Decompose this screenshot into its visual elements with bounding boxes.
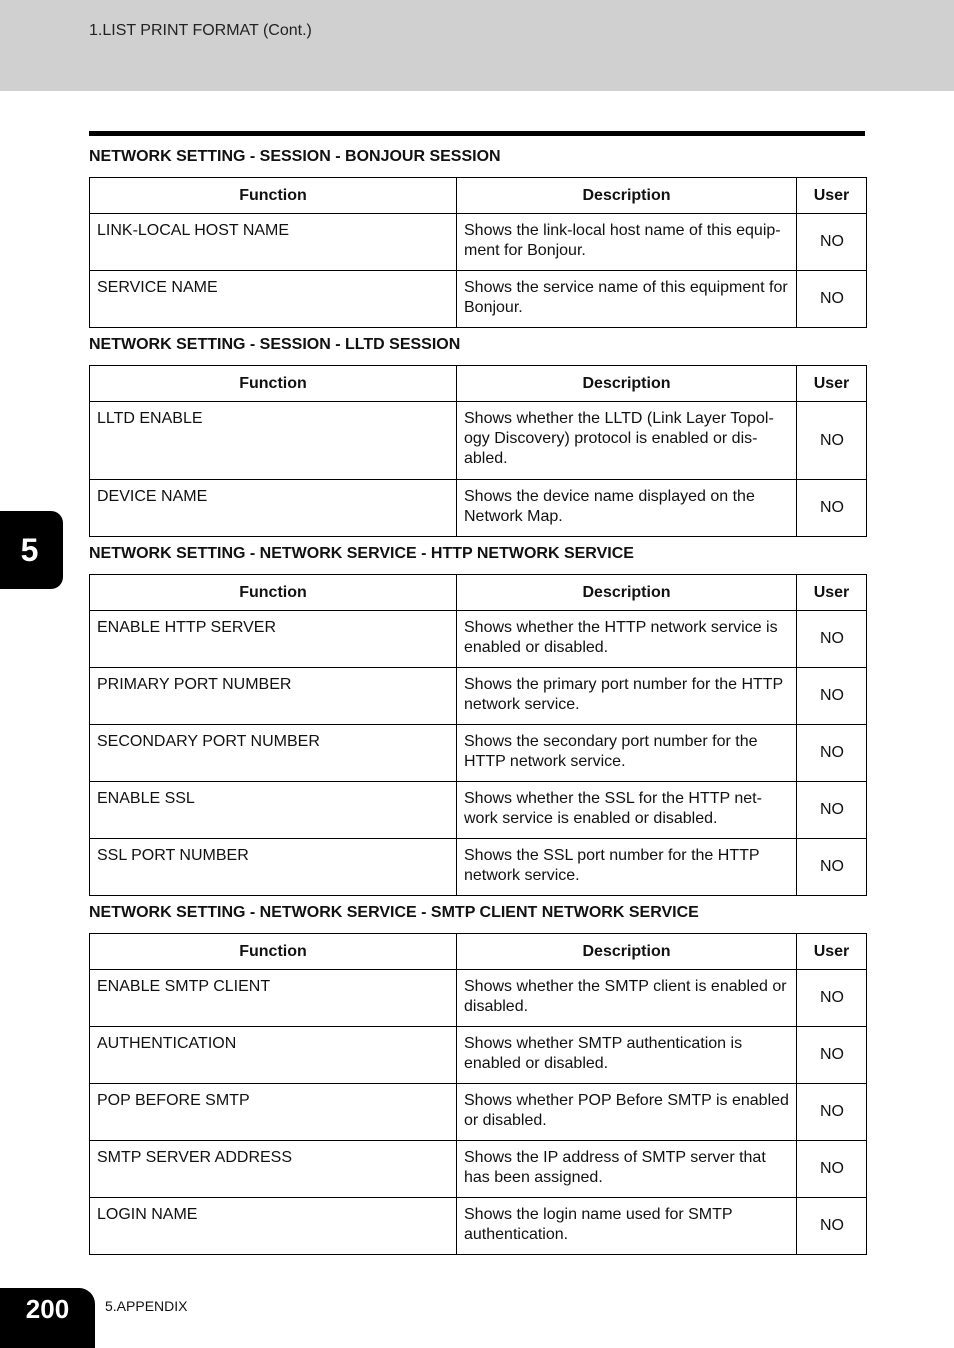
table-row: [90, 782, 867, 839]
user-cell: NO: [797, 1198, 867, 1255]
description-cell: Shows the device name displayed on the Network Map.: [457, 480, 797, 537]
column-header-function: Function: [90, 575, 457, 611]
function-cell: ENABLE SMTP CLIENT: [90, 970, 457, 1027]
table-row: [90, 480, 867, 537]
section-title: NETWORK SETTING - SESSION - BONJOUR SESSION: [89, 148, 501, 165]
user-cell: NO: [797, 214, 867, 271]
table-row: [90, 1198, 867, 1255]
description-cell: Shows the primary port number for the HTTP network service.: [457, 668, 797, 725]
user-cell: NO: [797, 611, 867, 668]
table-row: [90, 725, 867, 782]
table-header-row: [90, 178, 867, 214]
table-row: [90, 611, 867, 668]
column-header-description: Description: [457, 575, 797, 611]
function-cell: AUTHENTICATION: [90, 1027, 457, 1084]
column-header-description: Description: [457, 934, 797, 970]
table-row: [90, 271, 867, 328]
main-content: [89, 146, 866, 1261]
user-cell: NO: [797, 1084, 867, 1141]
column-header-user: User: [797, 934, 867, 970]
user-cell: NO: [797, 271, 867, 328]
settings-table: [89, 177, 867, 328]
user-cell: NO: [797, 970, 867, 1027]
settings-table: [89, 933, 867, 1255]
table-row: [90, 1027, 867, 1084]
table-row: [90, 1084, 867, 1141]
table-row: [90, 214, 867, 271]
function-cell: ENABLE SSL: [90, 782, 457, 839]
footer-section-label: 5.APPENDIX: [105, 1298, 188, 1314]
table-row: [90, 839, 867, 896]
section-title: NETWORK SETTING - NETWORK SERVICE - SMTP CLIENT NETWORK SERVICE: [89, 904, 699, 921]
section-rule: [89, 131, 865, 136]
column-header-function: Function: [90, 934, 457, 970]
description-cell: Shows the secondary port number for the HTTP network service.: [457, 725, 797, 782]
user-cell: NO: [797, 839, 867, 896]
function-cell: SMTP SERVER ADDRESS: [90, 1141, 457, 1198]
description-cell: Shows whether the LLTD (Link Layer Topol-ogy Discovery) protocol is enabled or dis-abled.: [457, 402, 797, 480]
function-cell: LOGIN NAME: [90, 1198, 457, 1255]
table-row: [90, 1141, 867, 1198]
description-cell: Shows whether POP Before SMTP is enabled or disabled.: [457, 1084, 797, 1141]
description-cell: Shows the IP address of SMTP server that has been assigned.: [457, 1141, 797, 1198]
page-number: 200: [0, 1288, 95, 1348]
user-cell: NO: [797, 402, 867, 480]
description-cell: Shows the service name of this equipment for Bonjour.: [457, 271, 797, 328]
table-header-row: [90, 934, 867, 970]
table-row: [90, 668, 867, 725]
description-cell: Shows the SSL port number for the HTTP network service.: [457, 839, 797, 896]
function-cell: PRIMARY PORT NUMBER: [90, 668, 457, 725]
header-band: [0, 0, 954, 91]
function-cell: SERVICE NAME: [90, 271, 457, 328]
function-cell: POP BEFORE SMTP: [90, 1084, 457, 1141]
description-cell: Shows whether SMTP authentication is enabled or disabled.: [457, 1027, 797, 1084]
table-row: [90, 402, 867, 480]
user-cell: NO: [797, 668, 867, 725]
table-row: [90, 970, 867, 1027]
function-cell: LLTD ENABLE: [90, 402, 457, 480]
column-header-user: User: [797, 575, 867, 611]
section-title: NETWORK SETTING - SESSION - LLTD SESSION: [89, 336, 461, 353]
function-cell: ENABLE HTTP SERVER: [90, 611, 457, 668]
description-cell: Shows whether the HTTP network service is enabled or disabled.: [457, 611, 797, 668]
column-header-description: Description: [457, 178, 797, 214]
description-cell: Shows the login name used for SMTP authentication.: [457, 1198, 797, 1255]
column-header-user: User: [797, 178, 867, 214]
function-cell: LINK-LOCAL HOST NAME: [90, 214, 457, 271]
function-cell: DEVICE NAME: [90, 480, 457, 537]
description-cell: Shows the link-local host name of this equip-ment for Bonjour.: [457, 214, 797, 271]
table-header-row: [90, 575, 867, 611]
description-cell: Shows whether the SSL for the HTTP net-work service is enabled or disabled.: [457, 782, 797, 839]
settings-table: [89, 365, 867, 537]
header-title: 1.LIST PRINT FORMAT (Cont.): [89, 22, 312, 39]
user-cell: NO: [797, 725, 867, 782]
settings-table: [89, 574, 867, 896]
function-cell: SECONDARY PORT NUMBER: [90, 725, 457, 782]
description-cell: Shows whether the SMTP client is enabled or disabled.: [457, 970, 797, 1027]
user-cell: NO: [797, 782, 867, 839]
table-header-row: [90, 366, 867, 402]
column-header-function: Function: [90, 178, 457, 214]
user-cell: NO: [797, 480, 867, 537]
chapter-tab: 5: [0, 511, 63, 589]
user-cell: NO: [797, 1027, 867, 1084]
section-title: NETWORK SETTING - NETWORK SERVICE - HTTP NETWORK SERVICE: [89, 545, 634, 562]
column-header-user: User: [797, 366, 867, 402]
column-header-function: Function: [90, 366, 457, 402]
user-cell: NO: [797, 1141, 867, 1198]
column-header-description: Description: [457, 366, 797, 402]
function-cell: SSL PORT NUMBER: [90, 839, 457, 896]
